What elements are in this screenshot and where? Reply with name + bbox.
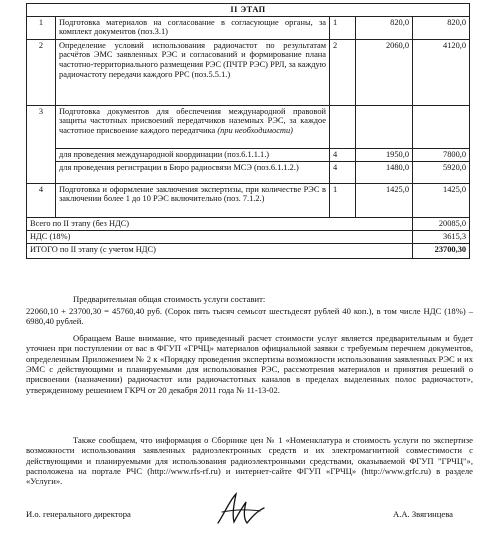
- row-price: 820,0: [356, 16, 413, 39]
- subrow-quantity: 4: [330, 148, 356, 161]
- signatory-position: И.о. генерального директора: [26, 509, 131, 519]
- notice-paragraph: Обращаем Ваше внимание, что приведенный расчет стоимости услуг является предварительным и будет уточнен при поступлении от вас в ФГУП «ГРЧЦ» материалов официальной заявки с требуемым перечнем документов, определенным Приложением № 2 к «Порядку проведения экспертизы возможности использования заявленных РЭС и их ЭМС с действующими и планируемыми для использования РЭС, рассмотрения материалов и принятия решений о присвоении (назначении) радиочастот или радиочастотных каналов в пределах выделенных полос радиочастот», утвержденному решением ГКРЧ от 20 декабря 2011 года № 11-13-02.: [26, 333, 473, 395]
- total-no-vat-value: 20085,0: [413, 217, 470, 230]
- row-quantity: 2: [330, 39, 356, 105]
- row-description: Подготовка и оформление заключения экспертизы, при количестве РЭС в заключении более 1 до 10 РЭС включительно (поз. 7.1.2.): [56, 183, 330, 217]
- row-description: [56, 105, 330, 148]
- subrow-sum: 5920,0: [413, 161, 470, 183]
- row-quantity: 1: [330, 16, 356, 39]
- row-number: 3: [27, 105, 56, 183]
- total-no-vat-row: [27, 217, 470, 230]
- row-description: Подготовка материалов на согласование в согласующие органы, за комплект документов (поз.3.1): [56, 16, 330, 39]
- vat-label: НДС (18%): [27, 230, 413, 243]
- row-number: 4: [27, 183, 56, 217]
- total-no-vat-label: Всего по II этапу (без НДС): [27, 217, 413, 230]
- subrow-quantity: 4: [330, 161, 356, 183]
- row-number: 2: [27, 39, 56, 105]
- table-row: [27, 105, 470, 148]
- cost-summary-total: 22060,10 + 23700,30 = 45760,40 руб. (Сорок пять тысяч семьсот шестьдесят рублей 40 коп.), в том числе НДС (18%) – 6980,40 рублей.: [26, 306, 473, 327]
- info-paragraph: Также сообщаем, что информация о Сборнике цен № 1 «Номенклатура и стоимость услуги по экспертизе возможности использования заявленных радиоэлектронных средств и их электромагнитной совместимости с действующими и планируемыми для использования радиоэлектронными средствами, оказываемой ФГУП "ГРЧЦ"», расположена на портале РЧС (http://www.rfs-rf.ru) и интернет-сайте ФГУП «ГРЧЦ» (http://www.grfc.ru) в разделе «Услуги».: [26, 435, 473, 487]
- grand-total-value: 23700,30: [413, 243, 470, 258]
- row-description-note: (при необходимости): [217, 125, 293, 135]
- stage-header-row: [27, 4, 470, 17]
- vat-row: [27, 230, 470, 243]
- row-sum: 4120,0: [413, 39, 470, 105]
- table-row: [27, 16, 470, 39]
- signatory-name: А.А. Звягинцева: [393, 509, 453, 519]
- cost-summary-intro: Предварительная общая стоимость услуги составит:: [73, 294, 266, 304]
- subrow-price: 1950,0: [356, 148, 413, 161]
- table-row: [27, 183, 470, 217]
- grand-total-label: ИТОГО по II этапу (с учетом НДС): [27, 243, 413, 258]
- vat-value: 3615,3: [413, 230, 470, 243]
- row-price: 2060,0: [356, 39, 413, 105]
- table-subrow: [27, 148, 470, 161]
- cost-table: [26, 3, 470, 259]
- row-sum: 820,0: [413, 16, 470, 39]
- subrow-description: для проведения международной координации (поз.6.1.1.1.): [56, 148, 330, 161]
- table-subrow: [27, 161, 470, 183]
- row-quantity: 1: [330, 183, 356, 217]
- grand-total-row: [27, 243, 470, 258]
- signature-image: [212, 490, 272, 530]
- stage-header: II ЭТАП: [27, 4, 470, 17]
- row-description-main: Подготовка документов для обеспечения международной правовой защиты частотных присвоений передатчиков наземных РЭС, за каждое частотное присвоение каждого передатчика: [59, 106, 326, 135]
- table-row: [27, 39, 470, 105]
- row-price: 1425,0: [356, 183, 413, 217]
- subrow-price: 1480,0: [356, 161, 413, 183]
- row-number: 1: [27, 16, 56, 39]
- row-description: Определение условий использования радиочастот по результатам расчётов ЭМС заявленных РЭС и согласований и формирование плана частотно-территориального размещения РЭС (ПЧТР РЭС) РРЛ, за каждую радиочастоту передачи каждого РРС (поз.5.5.1.): [56, 39, 330, 105]
- row-sum: 1425,0: [413, 183, 470, 217]
- subrow-sum: 7800,0: [413, 148, 470, 161]
- subrow-description: для проведения регистрации в Бюро радиосвязи МСЭ (поз.6.1.1.2.): [56, 161, 330, 183]
